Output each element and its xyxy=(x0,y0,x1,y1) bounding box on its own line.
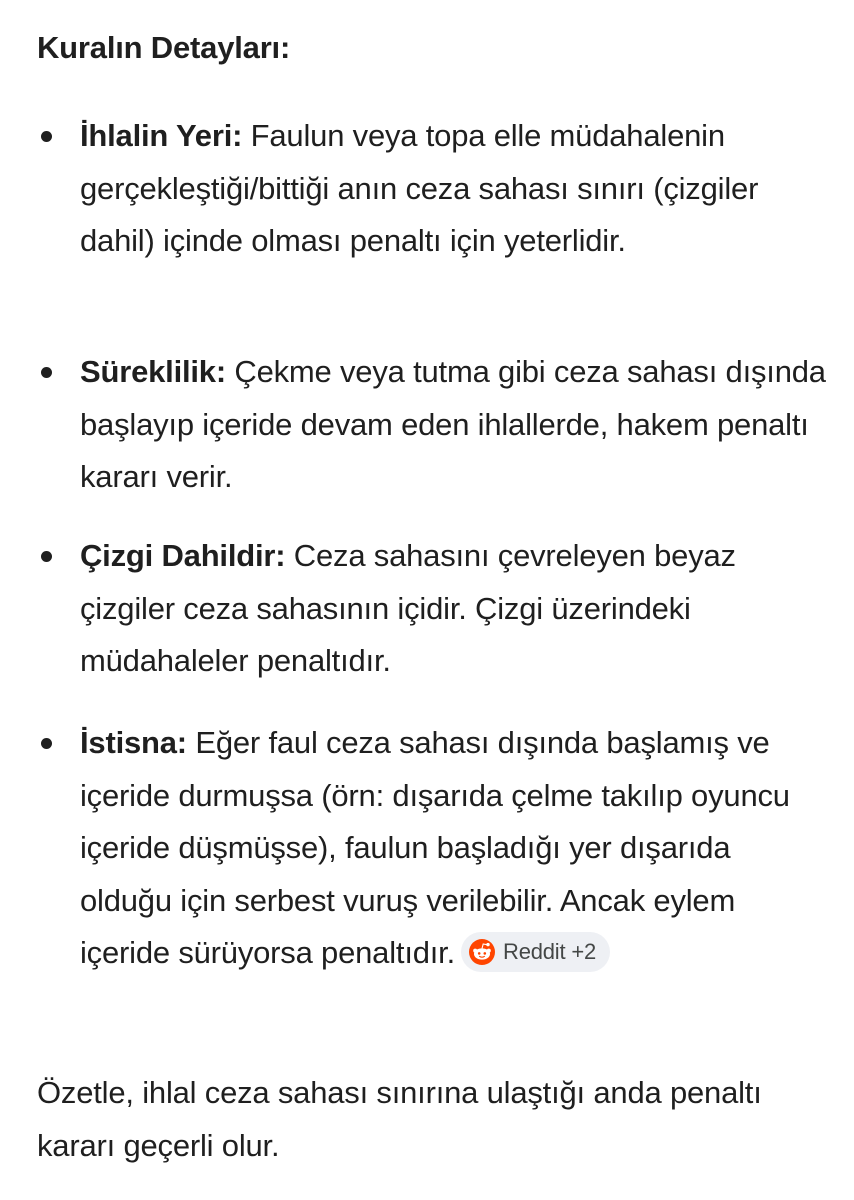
list-item-body: Çekme veya tutma gibi ceza sahası dışında başlayıp içeride devam eden ihlallerde, hakem penaltı kararı verir. xyxy=(80,354,826,494)
list-item-body: Ceza sahasını çevreleyen beyaz çizgiler ceza sahasının içidir. Çizgi üzerindeki müdahaleler penaltıdır. xyxy=(80,538,736,678)
summary-text: Özetle, ihlal ceza sahası sınırına ulaştığı anda penaltı kararı geçerli olur. xyxy=(37,1075,762,1163)
bullet-icon xyxy=(41,131,52,142)
bullet-icon xyxy=(41,551,52,562)
list-item-body: Faulun veya topa elle müdahalenin gerçekleştiği/bittiği anın ceza sahası sınırı (çizgiler dahil) içinde olması penaltı için yeterlidir. xyxy=(80,118,759,258)
list-item-body: Eğer faul ceza sahası dışında başlamış ve içeride durmuşsa (örn: dışarıda çelme takılıp oyuncu içeride düşmüşse), faulun başladığı yer dışarıda olduğu için serbest vuruş verilebilir. Ancak eylem içeride sürüyorsa penaltıdır. xyxy=(80,725,790,970)
list-item-title: İstisna: xyxy=(80,725,187,760)
list-item-text xyxy=(80,717,820,980)
source-chip[interactable] xyxy=(461,932,610,972)
list-item-title: İhlalin Yeri: xyxy=(80,118,243,153)
list-item-title: Süreklilik: xyxy=(80,354,226,389)
bullet-icon xyxy=(41,367,52,378)
list-item-title: Çizgi Dahildir: xyxy=(80,538,286,573)
source-chip-label: Reddit +2 xyxy=(503,938,597,964)
bullet-icon xyxy=(41,738,52,749)
section-heading: Kuralın Detayları: xyxy=(37,30,291,65)
list-item-text xyxy=(80,530,830,688)
list-item-text xyxy=(80,110,830,268)
reddit-icon xyxy=(469,939,495,965)
list-item-text xyxy=(80,346,830,504)
